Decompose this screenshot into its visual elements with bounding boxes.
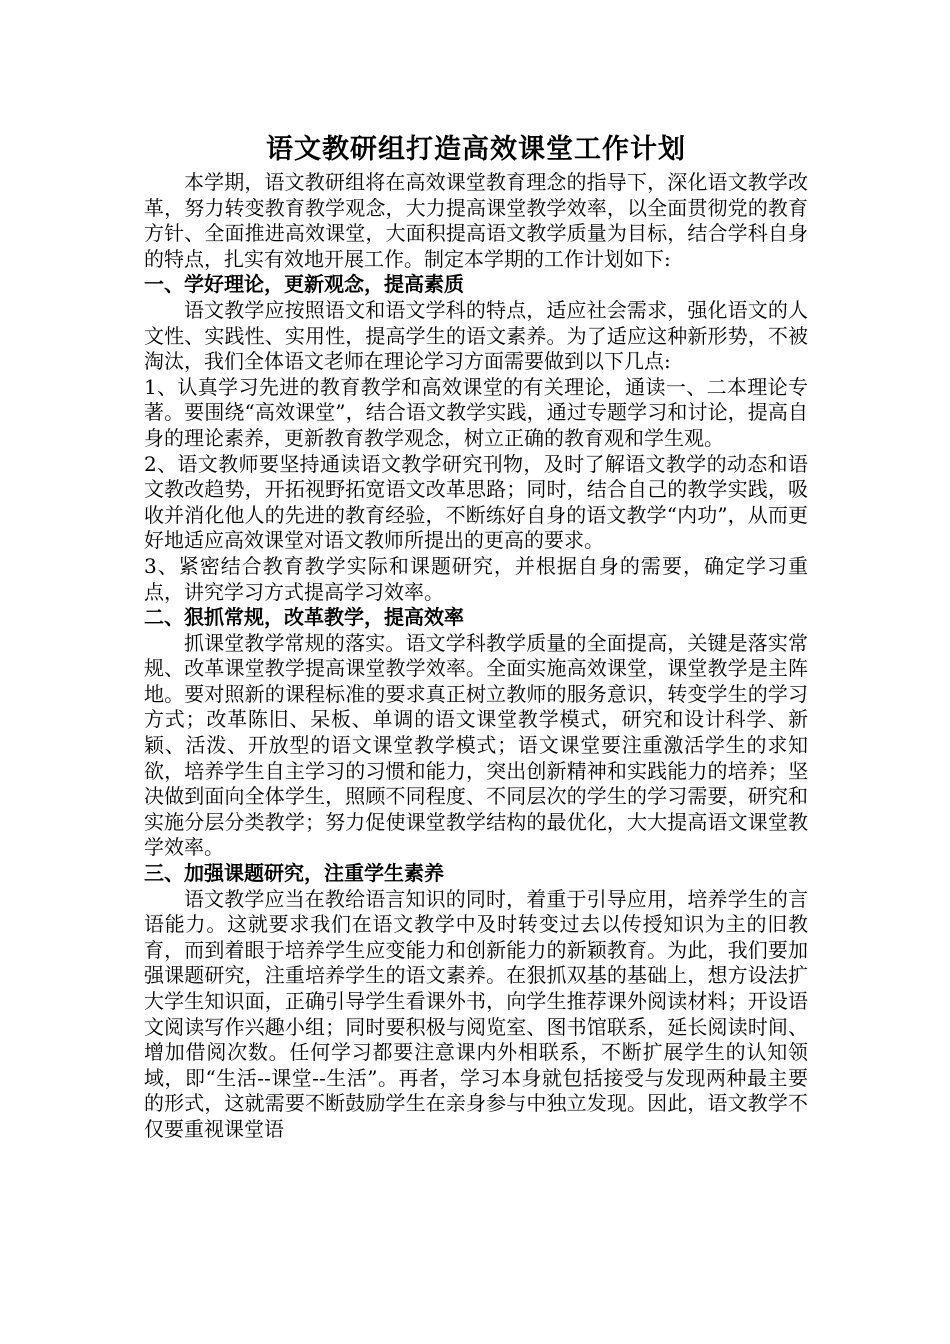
section1-paragraph: 语文教学应按照语文和语文学科的特点，适应社会需求，强化语文的人文性、实践性、实用性，提高学生的语文素养。为了适应这种新形势，不被淘汰，我们全体语文老师在理论学习方面需要做到以下几点: — [144, 297, 808, 374]
section1-item-1: 1、认真学习先进的教育教学和高效课堂的有关理论，通读一、二本理论专著。要围绕“高效课堂”，结合语文教学实践，通过专题学习和讨论，提高自身的理论素养，更新教育教学观念，树立正确的教育观和学生观。 — [144, 374, 808, 450]
section2-heading: 二、狠抓常规，改革教学，提高效率 — [144, 605, 464, 630]
intro-paragraph: 本学期，语文教研组将在高效课堂教育理念的指导下，深化语文教学改革，努力转变教育教学观念，大力提高课堂教学效率，以全面贯彻党的教育方针、全面推进高效课堂，大面积提高语文教学质量为目标，结合学科自身的特点，扎实有效地开展工作。制定本学期的工作计划如下: — [144, 170, 808, 271]
section1-item-2: 2、语文教师要坚持通读语文教学研究刊物，及时了解语文教学的动态和语文教改趋势，开拓视野拓宽语文改革思路；同时，结合自己的教学实践，吸收并消化他人的先进的教育经验，不断练好自身的语文教学“内功”，从而更好地适应高效课堂对语文教师所提出的更高的要求。 — [144, 451, 808, 553]
section1-heading: 一、学好理论，更新观念，提高素质 — [144, 272, 464, 297]
document-title: 语文教研组打造高效课堂工作计划 — [266, 134, 686, 165]
section1-item-3: 3、紧密结合教育教学实际和课题研究，并根据自身的需要，确定学习重点，讲究学习方式提高学习效率。 — [144, 553, 808, 604]
section3-heading: 三、加强课题研究，注重学生素养 — [144, 861, 444, 886]
section3-paragraph: 语文教学应当在教给语言知识的同时，着重于引导应用，培养学生的言语能力。这就要求我们在语文教学中及时转变过去以传授知识为主的旧教育，而到着眼于培养学生应变能力和创新能力的新颖教育。为此，我们要加强课题研究，注重培养学生的语文素养。在狠抓双基的基础上，想方设法扩大学生知识面，正确引导学生看课外书，向学生推荐课外阅读材料；开设语文阅读写作兴趣小组；同时要积极与阅览室、图书馆联系，延长阅读时间、增加借阅次数。任何学习都要注意课内外相联系，不断扩展学生的认知领域，即“生活--课堂--生活”。再者，学习本身就包括接受与发现两种最主要的形式，这就需要不断鼓励学生在亲身参与中独立发现。因此，语文教学不仅要重视课堂语 — [144, 886, 808, 1141]
section2-paragraph: 抓课堂教学常规的落实。语文学科教学质量的全面提高，关键是落实常规、改革课堂教学提高课堂教学效率。全面实施高效课堂，课堂教学是主阵地。要对照新的课程标准的要求真正树立教师的服务意识，转变学生的学习方式；改革陈旧、呆板、单调的语文课堂教学模式，研究和设计科学、新颖、活泼、开放型的语文课堂教学模式；语文课堂要注重激活学生的求知欲，培养学生自主学习的习惯和能力，突出创新精神和实践能力的培养；坚决做到面向全体学生，照顾不同程度、不同层次的学生的学习需要，研究和实施分层分类教学；努力促使课堂教学结构的最优化，大大提高语文课堂教学效率。 — [144, 630, 808, 860]
